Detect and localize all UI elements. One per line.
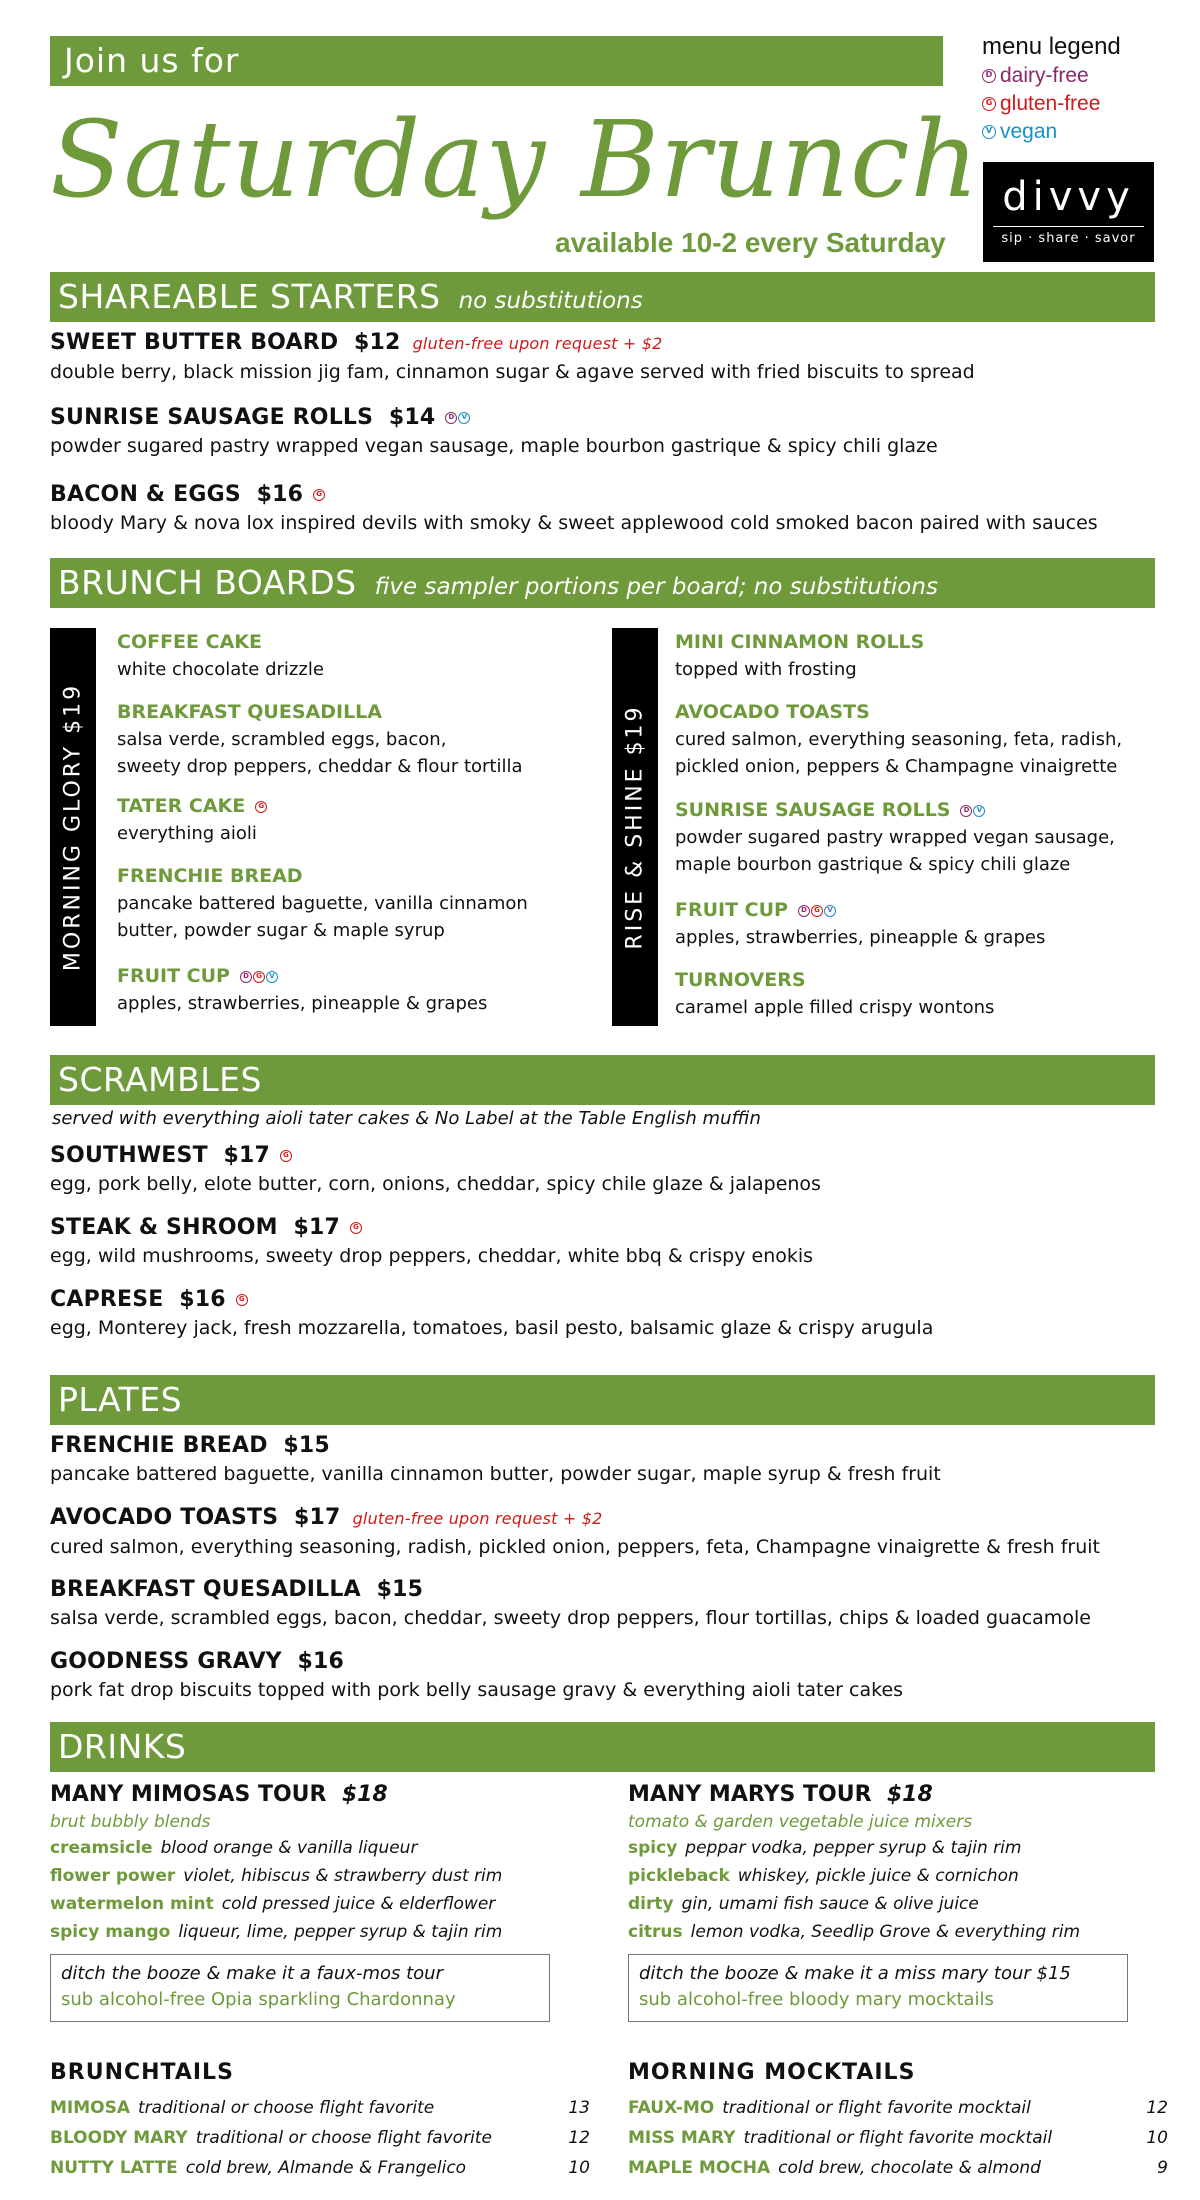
menu-item: [50, 480, 1170, 536]
board-item: [117, 963, 617, 1017]
item-name: BACON & EGGS: [50, 482, 241, 507]
drink-row: [50, 1862, 590, 1890]
faux-mos-note: [50, 1954, 550, 2022]
legend-title: menu legend: [982, 33, 1121, 60]
dairy-free-icon: D: [982, 69, 996, 83]
item-name: SUNRISE SAUSAGE ROLLS: [50, 405, 374, 430]
tour-price: $18: [341, 1782, 388, 1807]
tour-name: MANY MARYS TOUR: [628, 1782, 872, 1807]
mocktails-title: MORNING MOCKTAILS: [628, 2060, 916, 2085]
item-title: [50, 480, 1170, 510]
menu-item: [50, 1503, 1170, 1560]
gluten-free-icon: G: [982, 97, 996, 111]
item-price: $16: [256, 482, 304, 507]
drink-row: [628, 2094, 1168, 2122]
item-title: [50, 403, 1170, 433]
diet-icons: [350, 1213, 363, 1243]
drink-name: MAPLE MOCHA: [628, 2158, 771, 2178]
drink-desc: gin, umami fish sauce & olive juice: [681, 1894, 979, 1914]
board-item-name: TATER CAKE: [117, 795, 246, 817]
section-bar-scrambles: [50, 1055, 1155, 1105]
tour-title: [50, 1780, 590, 1810]
item-request-note: gluten-free upon request + $2: [352, 1509, 603, 1528]
legend-gluten-label: gluten-free: [1000, 92, 1101, 115]
board-item-title: [117, 963, 617, 990]
board-item: [675, 699, 1175, 780]
menu-item: [50, 1213, 1170, 1269]
item-title: [50, 1285, 1170, 1315]
board-item-title: [117, 793, 617, 820]
legend-vegan: [982, 118, 1162, 146]
section-title: DRINKS: [58, 1727, 187, 1766]
menu-item: [50, 328, 1170, 385]
diet-icons: [313, 480, 326, 510]
item-title: [50, 1213, 1170, 1243]
section-bar-plates: [50, 1375, 1155, 1425]
menu-item: [50, 403, 1170, 459]
item-price: $16: [297, 1649, 345, 1674]
board-item-desc: sweety drop peppers, cheddar & flour tortilla: [117, 756, 523, 777]
drink-desc: cold pressed juice & elderflower: [221, 1894, 496, 1914]
item-price: $17: [294, 1505, 341, 1530]
logo-tagline: sip · share · savor: [1001, 231, 1136, 246]
board-item-desc: apples, strawberries, pineapple & grapes: [675, 927, 1046, 948]
item-title: [50, 328, 1170, 359]
tour-name: MANY MIMOSAS TOUR: [50, 1782, 327, 1807]
section-bar-drinks: [50, 1722, 1155, 1772]
board-item-desc: everything aioli: [117, 823, 257, 844]
gluten-free-icon: G: [811, 905, 823, 917]
drink-desc: cold brew, chocolate & almond: [778, 2158, 1041, 2178]
gluten-free-icon: G: [280, 1150, 292, 1162]
drink-desc: liqueur, lime, pepper syrup & tajin rim: [178, 1922, 503, 1942]
drink-name: creamsicle: [50, 1838, 153, 1858]
vegan-icon: V: [982, 125, 996, 139]
gluten-free-icon: G: [236, 1294, 248, 1306]
section-note: five sampler portions per board; no substitutions: [374, 574, 938, 600]
board-item: [117, 863, 617, 944]
dairy-free-icon: D: [445, 412, 457, 424]
legend-dairy: [982, 62, 1162, 90]
section-title: SCRAMBLES: [58, 1060, 262, 1099]
drink-row: [50, 2124, 590, 2152]
board-item: [675, 897, 1175, 951]
item-title: [50, 1575, 1170, 1605]
section-title: BRUNCH BOARDS: [58, 563, 357, 602]
item-price: $15: [283, 1433, 330, 1458]
mimosas-tour: [50, 1780, 590, 1946]
drink-price: 9: [1157, 2158, 1168, 2178]
drink-desc: traditional or choose flight favorite: [138, 2098, 435, 2118]
drink-desc: peppar vodka, pepper syrup & tajin rim: [685, 1838, 1022, 1858]
drink-row: [628, 1834, 1168, 1862]
diet-icons: [255, 793, 268, 820]
board-item: [675, 967, 1175, 1021]
availability-note: available 10-2 every Saturday: [555, 227, 946, 258]
item-name: BREAKFAST QUESADILLA: [50, 1577, 361, 1602]
diet-icons: [445, 403, 471, 433]
board-label-text: MORNING GLORY $19: [60, 682, 86, 972]
board-item-name: BREAKFAST QUESADILLA: [117, 701, 382, 723]
section-bar-boards: [50, 558, 1155, 608]
menu-legend: [982, 32, 1162, 146]
diet-icons: [280, 1141, 293, 1171]
vegan-icon: V: [458, 412, 470, 424]
item-description: powder sugared pastry wrapped vegan sausage, maple bourbon gastrique & spicy chili glaze: [50, 435, 938, 457]
item-description: pancake battered baguette, vanilla cinnamon butter, powder sugar, maple syrup & fresh fruit: [50, 1463, 941, 1485]
item-name: FRENCHIE BREAD: [50, 1433, 268, 1458]
item-price: $16: [179, 1287, 226, 1312]
item-name: STEAK & SHROOM: [50, 1215, 278, 1240]
item-title: [50, 1141, 1170, 1171]
section-title: SHAREABLE STARTERS: [58, 277, 441, 316]
drink-name: dirty: [628, 1894, 674, 1914]
board-item-desc: salsa verde, scrambled eggs, bacon,: [117, 729, 447, 750]
board-item-name: COFFEE CAKE: [117, 631, 262, 653]
item-description: double berry, black mission jig fam, cinnamon sugar & agave served with fried biscuits to spread: [50, 361, 975, 383]
item-name: GOODNESS GRAVY: [50, 1649, 282, 1674]
drink-row: [50, 1834, 590, 1862]
diet-icons: [798, 897, 837, 924]
item-name: SOUTHWEST: [50, 1143, 208, 1168]
logo-word: divvy: [1002, 174, 1135, 220]
item-price: $17: [223, 1143, 271, 1168]
board-item: [675, 629, 1175, 683]
diet-icons: [236, 1285, 249, 1315]
board-item-desc: white chocolate drizzle: [117, 659, 324, 680]
drink-name: spicy mango: [50, 1922, 171, 1942]
board-label-morning-glory: [50, 628, 96, 1026]
divvy-logo: [983, 162, 1154, 262]
drink-desc: cold brew, Almande & Frangelico: [185, 2158, 467, 2178]
item-description: egg, Monterey jack, fresh mozzarella, tomatoes, basil pesto, balsamic glaze & crispy arugula: [50, 1317, 934, 1339]
board-item-desc: pancake battered baguette, vanilla cinnamon: [117, 893, 528, 914]
drink-desc: whiskey, pickle juice & cornichon: [737, 1866, 1019, 1886]
section-title: PLATES: [58, 1380, 183, 1419]
drink-row: [50, 1918, 590, 1946]
gluten-free-icon: G: [350, 1222, 362, 1234]
board-item: [117, 793, 617, 847]
board-item-name: FRUIT CUP: [117, 965, 230, 987]
dairy-free-icon: D: [798, 905, 810, 917]
drink-name: pickleback: [628, 1866, 730, 1886]
tour-subtitle: tomato & garden vegetable juice mixers: [628, 1812, 973, 1832]
board-item-title: [675, 897, 1175, 924]
menu-item: [50, 1285, 1170, 1341]
menu-item: [50, 1647, 1170, 1703]
item-name: AVOCADO TOASTS: [50, 1505, 279, 1530]
page-title: Saturday Brunch: [50, 98, 980, 221]
legend-gluten: [982, 90, 1162, 118]
board-item-name: AVOCADO TOASTS: [675, 701, 870, 723]
vegan-icon: V: [266, 971, 278, 983]
drink-price: 12: [568, 2128, 590, 2148]
item-title: [50, 1647, 1170, 1677]
item-description: cured salmon, everything seasoning, radish, pickled onion, peppers, feta, Champagne vinaigrette & fresh fruit: [50, 1536, 1100, 1558]
menu-item: [50, 1575, 1170, 1631]
drink-name: watermelon mint: [50, 1894, 214, 1914]
drink-row: [50, 2094, 590, 2122]
item-description: egg, pork belly, elote butter, corn, onions, cheddar, spicy chile glaze & jalapenos: [50, 1173, 821, 1195]
board-label-text: RISE & SHINE $19: [622, 704, 648, 950]
item-description: salsa verde, scrambled eggs, bacon, cheddar, sweety drop peppers, flour tortillas, chips & loaded guacamole: [50, 1607, 1091, 1629]
drink-name: citrus: [628, 1922, 683, 1942]
drink-price: 10: [568, 2158, 590, 2178]
drink-row: [628, 2154, 1168, 2182]
gluten-free-icon: G: [253, 971, 265, 983]
board-item: [675, 797, 1175, 878]
item-description: pork fat drop biscuits topped with pork belly sausage gravy & everything aioli tater cakes: [50, 1679, 904, 1701]
drink-name: MIMOSA: [50, 2098, 131, 2118]
ditch-note-sub: sub alcohol-free Opia sparkling Chardonnay: [61, 1989, 456, 2010]
dairy-free-icon: D: [240, 971, 252, 983]
drink-name: NUTTY LATTE: [50, 2158, 178, 2178]
drink-desc: violet, hibiscus & strawberry dust rim: [183, 1866, 503, 1886]
drink-desc: blood orange & vanilla liqueur: [160, 1838, 418, 1858]
item-name: CAPRESE: [50, 1287, 164, 1312]
board-label-rise-shine: [612, 628, 658, 1026]
drink-row: [628, 1862, 1168, 1890]
diet-icons: [240, 963, 279, 990]
drink-row: [628, 2124, 1168, 2152]
tour-subtitle: brut bubbly blends: [50, 1812, 211, 1832]
drink-name: spicy: [628, 1838, 678, 1858]
miss-mary-note: [628, 1954, 1128, 2022]
drink-name: FAUX-MO: [628, 2098, 715, 2118]
board-item-desc: butter, powder sugar & maple syrup: [117, 920, 445, 941]
board-item-name: TURNOVERS: [675, 969, 806, 991]
board-item: [117, 629, 617, 683]
section-bar-starters: [50, 272, 1155, 322]
board-item-desc: pickled onion, peppers & Champagne vinaigrette: [675, 756, 1118, 777]
ditch-note-line: ditch the booze & make it a faux-mos tour: [61, 1963, 443, 1984]
legend-vegan-label: vegan: [1000, 120, 1058, 143]
scrambles-note: served with everything aioli tater cakes & No Label at the Table English muffin: [52, 1108, 761, 1129]
drink-row: [50, 2154, 590, 2182]
item-name: SWEET BUTTER BOARD: [50, 330, 339, 355]
board-item-desc: apples, strawberries, pineapple & grapes: [117, 993, 488, 1014]
brunchtails-title: BRUNCHTAILS: [50, 2060, 234, 2085]
board-item-desc: maple bourbon gastrique & spicy chili glaze: [675, 854, 1071, 875]
board-item-desc: cured salmon, everything seasoning, feta, radish,: [675, 729, 1123, 750]
vegan-icon: V: [824, 905, 836, 917]
drink-name: BLOODY MARY: [50, 2128, 188, 2148]
drink-desc: traditional or choose flight favorite: [195, 2128, 492, 2148]
board-item-desc: topped with frosting: [675, 659, 857, 680]
gluten-free-icon: G: [255, 801, 267, 813]
board-item-name: MINI CINNAMON ROLLS: [675, 631, 925, 653]
diet-icons: [960, 797, 986, 824]
drink-row: [628, 1918, 1168, 1946]
board-item-name: FRENCHIE BREAD: [117, 865, 303, 887]
item-description: egg, wild mushrooms, sweety drop peppers, cheddar, white bbq & crispy enokis: [50, 1245, 814, 1267]
legend-dairy-label: dairy-free: [1000, 64, 1089, 87]
join-text: Join us for: [64, 41, 240, 80]
marys-tour: [628, 1780, 1168, 1946]
drink-desc: traditional or flight favorite mocktail: [743, 2128, 1053, 2148]
board-item: [117, 699, 617, 780]
item-price: $17: [293, 1215, 341, 1240]
tour-price: $18: [886, 1782, 933, 1807]
item-price: $14: [388, 405, 436, 430]
drink-row: [50, 1890, 590, 1918]
item-price: $12: [354, 330, 401, 355]
board-item-title: [675, 797, 1175, 824]
dairy-free-icon: D: [960, 805, 972, 817]
board-item-desc: powder sugared pastry wrapped vegan sausage,: [675, 827, 1115, 848]
board-item-name: SUNRISE SAUSAGE ROLLS: [675, 799, 951, 821]
drink-price: 13: [568, 2098, 590, 2118]
vegan-icon: V: [973, 805, 985, 817]
drink-name: MISS MARY: [628, 2128, 736, 2148]
join-banner: [50, 36, 943, 86]
item-request-note: gluten-free upon request + $2: [412, 334, 663, 353]
ditch-note-line: ditch the booze & make it a miss mary tour $15: [639, 1963, 1071, 1984]
drink-price: 10: [1146, 2128, 1168, 2148]
drink-name: flower power: [50, 1866, 176, 1886]
item-title: [50, 1503, 1170, 1534]
menu-item: [50, 1431, 1170, 1487]
gluten-free-icon: G: [313, 489, 325, 501]
board-item-desc: caramel apple filled crispy wontons: [675, 997, 995, 1018]
tour-title: [628, 1780, 1168, 1810]
item-title: [50, 1431, 1170, 1461]
board-item-name: FRUIT CUP: [675, 899, 788, 921]
item-description: bloody Mary & nova lox inspired devils with smoky & sweet applewood cold smoked bacon paired with sauces: [50, 512, 1098, 534]
drink-desc: traditional or flight favorite mocktail: [722, 2098, 1031, 2118]
drink-price: 12: [1146, 2098, 1168, 2118]
ditch-note-sub: sub alcohol-free bloody mary mocktails: [639, 1989, 994, 2010]
item-price: $15: [376, 1577, 424, 1602]
drink-desc: lemon vodka, Seedlip Grove & everything rim: [690, 1922, 1081, 1942]
drink-row: [628, 1890, 1168, 1918]
menu-item: [50, 1141, 1170, 1197]
section-note: no substitutions: [458, 288, 643, 314]
